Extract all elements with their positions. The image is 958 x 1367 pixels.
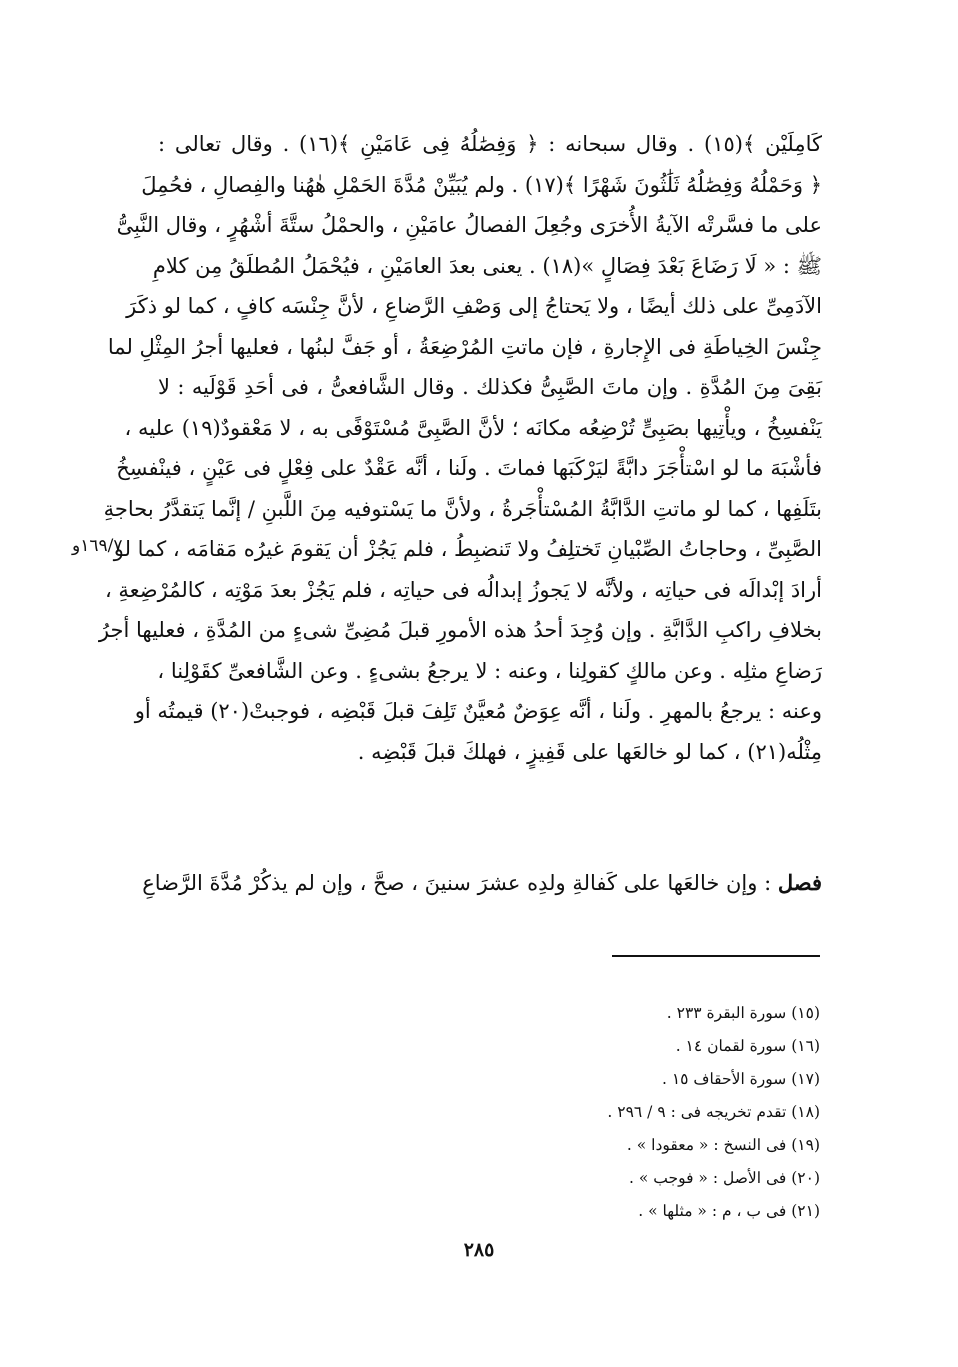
footnote-number: (١٥) — [791, 1004, 820, 1022]
footnote-number: (١٨) — [791, 1103, 820, 1121]
text-line: مِثْلُه(٢١) ، كما لو خالعَها على قَفِيزٍ ، فهلكَ قبلَ قَبْضِه . — [357, 739, 822, 764]
text-line: الآدَمِىِّ على ذلك أيضًا ، ولا يَحتاجُ إلى وَصْفِ الرَّضاعِ ، لأنَّ جِنْسَه كافٍ ، كما لو ذكَرَ — [126, 294, 822, 318]
footnote-number: (١٩) — [791, 1136, 820, 1154]
manuscript-folio-marker: ١٦٩/٧و — [72, 536, 123, 556]
footnote-text: سورة البقرة ٢٣٣ . — [666, 1004, 792, 1022]
text-line: وعنه : يرجعُ بالمهرِ . ولَنا ، أنَّه عِوَضٌ مُعيَّنٌ تَلِفَ قبلَ قَبْضِه ، فوجبتْ(٢٠) قيمتُه أو — [134, 699, 822, 723]
text-line: ﷺ : « لَا رَضَاعَ بَعْدَ فِصَالٍ »(١٨) . يعنى بعدَ العامَيْنِ ، فيُحْمَلُ المُطلَقُ مِن كلامِ — [152, 253, 822, 278]
footnote-number: (٢١) — [791, 1202, 820, 1220]
footnote-text: سورة لقمان ١٤ . — [675, 1037, 792, 1055]
text-line: بخلافِ راكبِ الدَّابَّةِ . وإن وُجِدَ أحدُ هذه الأمورِ قبلَ مُضِىِّ شىءٍ من المُدَّةِ ، فعليها أجرُ — [98, 618, 822, 642]
footnotes — [607, 997, 820, 1228]
text-line: على ما فسَّرتْه الآيةُ الأُخرَى وجُعِلَ الفصالُ عامَيْنِ ، والحمْلُ ستَّةَ أشْهُرٍ ، وقال النَّبِىُّ — [116, 213, 822, 237]
main-text-block — [98, 124, 822, 772]
text-line: أرادَ إبْدالَه فى حياتِه ، ولأنَّه لا يَجوزُ إبدالُه فى حياتِه ، فلم يَجُزْ بعدَ مَوْتِه ، كالمُرْضِعةِ ، — [104, 577, 822, 602]
text-line: بتَلَفِها ، كما لو ماتتِ الدَّابَّةُ المُسْتأْجَرةُ ، ولأنَّ ما يَسْتوفيه مِنَ اللَّبنِ / إنَّما يَتقدَّرُ بحاجةِ — [103, 496, 822, 521]
footnote-divider — [612, 955, 820, 957]
footnote — [607, 1129, 820, 1162]
text-line: الصَّبِىِّ ، وحاجاتُ الصِّبْيانِ تَختلِفُ ولا تَنضبِطُ ، فلم يَجُزْ أن يَقومَ غيرُه مَقامَه ، كما لو — [113, 537, 822, 561]
footnote-text: فى النسخ : « معقودا » . — [626, 1136, 792, 1154]
footnote-text: سورة الأحقاف ١٥ . — [661, 1070, 792, 1088]
section-label: فصل — [777, 870, 822, 895]
text-line: كَامِلَيْن ﴾(١٥) . وقال سبحانه : ﴿ وَفِصَٰلُهُ فِى عَامَيْنِ ﴾(١٦) . وقال تعالى : — [158, 132, 822, 156]
text-line: ﴿ وَحَمْلُهُ وَفِصَٰلُهُ ثَلَٰثُونَ شَهْرًا ﴾(١٧) . ولم يُبَيِّنْ مُدَّةَ الحَمْلِ هٰهُنا والفِصالِ ، فحُمِلَ — [141, 172, 822, 197]
section-fasl-line — [142, 863, 822, 903]
text-line: جِنْسَ الخِياطَةِ فى الإِجارةِ ، فإن ماتتِ المُرْضِعَةُ ، أو جَفَّ لبنُها ، فعليها أجرُ المِثْلِ لما — [107, 334, 822, 359]
footnote — [607, 1030, 820, 1063]
footnote — [607, 1162, 820, 1195]
footnote — [607, 1096, 820, 1129]
page-number: ٢٨٥ — [463, 1239, 495, 1261]
text-line: رَضاعِ مثلِه . وعن مالكٍ كقولِنا ، وعنه : لا يرجعُ بشىءٍ . وعن الشَّافعىِّ كقَوْلِنا ، — [157, 658, 822, 683]
footnote-text: تقدم تخريجه فى : ٩ / ٢٩٦ . — [607, 1103, 792, 1121]
footnote-number: (٢٠) — [791, 1169, 820, 1187]
footnote — [607, 1063, 820, 1096]
footnote-text: فى الأصل : « فوجب » . — [629, 1169, 792, 1187]
text-line: يَنْفسِخُ ، ويأْتِيها بصَبِىٍّ تُرْضِعُه مكانَه ؛ لأنَّ الصَّبِىَّ مُسْتَوْفًى به ، لا مَعْقودٌ(١٩) عليه ، — [124, 415, 822, 440]
section-text: : وإن خالعَها على كَفالةِ ولدِه عشرَ سنينَ ، صحَّ ، وإن لم يذكُرْ مُدَّةَ الرَّضاعِ — [142, 871, 778, 895]
footnote-text: فى ب ، م : « مثلها » . — [638, 1202, 792, 1220]
text-line: فأشْبَهَ ما لو اسْتأْجَرَ دابَّةً ليَرْكَبَها فماتَ . ولَنا ، أنَّه عَقْدٌ على فِعْلٍ فى عَيْنٍ ، فينْفسِخُ — [116, 456, 822, 480]
footnote — [607, 997, 820, 1030]
text-line: بَقِىَ مِنَ المُدَّةِ . وإن ماتَ الصَّبِىُّ فكذلك . وقال الشَّافعىُّ ، فى أحَدِ قَوْلَيه : لا — [158, 375, 822, 399]
footnote-number: (١٧) — [791, 1070, 820, 1088]
footnote — [607, 1195, 820, 1228]
footnote-number: (١٦) — [791, 1037, 820, 1055]
